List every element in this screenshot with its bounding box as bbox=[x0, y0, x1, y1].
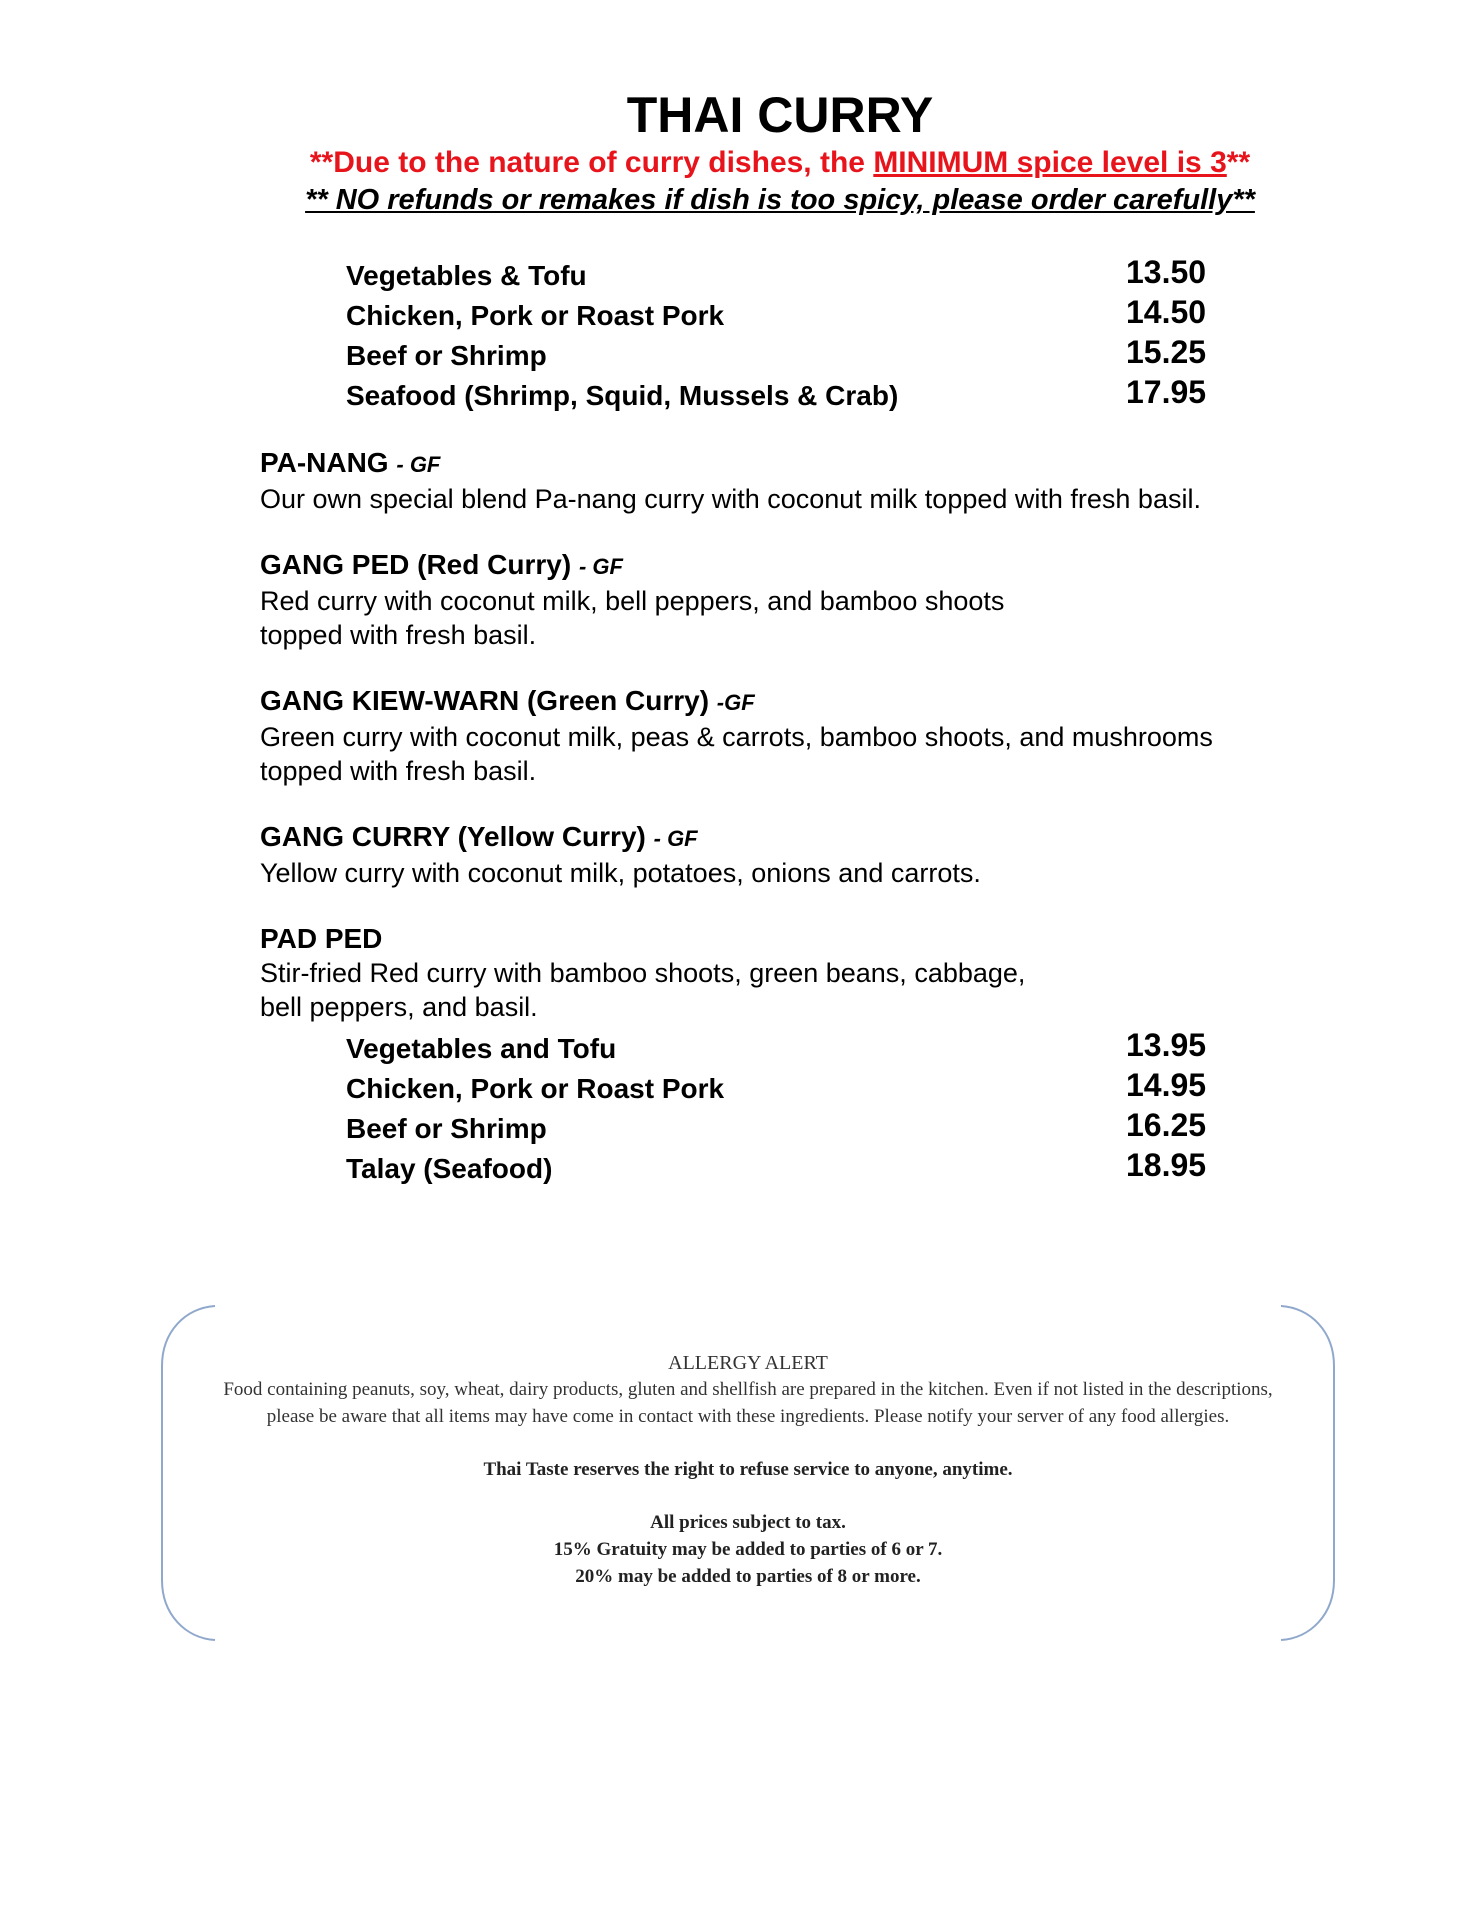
price-row bbox=[346, 253, 1206, 293]
menu-item-name: PA-NANG bbox=[260, 447, 397, 478]
allergy-alert-content bbox=[200, 1350, 1296, 1590]
price-row-price: 15.25 bbox=[1126, 334, 1207, 370]
price-row-price: 16.25 bbox=[1126, 1107, 1207, 1143]
price-row bbox=[346, 333, 1206, 373]
price-row-name: Vegetables & Tofu bbox=[346, 260, 587, 291]
price-row-name: Beef or Shrimp bbox=[346, 1113, 547, 1144]
menu-item-title bbox=[260, 446, 1360, 482]
menu-item-title bbox=[260, 820, 1360, 856]
menu-item-pad-ped bbox=[260, 922, 1360, 1024]
gratuity-notice-20: 20% may be added to parties of 8 or more. bbox=[575, 1566, 921, 1587]
refuse-service-notice: Thai Taste reserves the right to refuse service to anyone, anytime. bbox=[483, 1459, 1013, 1480]
allergy-alert-text: Food containing peanuts, soy, wheat, dairy products, gluten and shellfish are prepared in the kitchen. Even if not listed in the descriptions, please be aware that all items may have come in contact with these ingredients. Please notify your server of any food allergies. bbox=[223, 1379, 1273, 1427]
gluten-free-tag: - GF bbox=[578, 554, 623, 579]
price-row-name: Chicken, Pork or Roast Pork bbox=[346, 1073, 725, 1104]
price-row-price: 14.95 bbox=[1126, 1067, 1207, 1103]
refund-warning: ** NO refunds or remakes if dish is too spicy, please order carefully** bbox=[305, 184, 1255, 216]
price-row-price: 14.50 bbox=[1126, 294, 1207, 330]
price-row bbox=[346, 1026, 1206, 1066]
price-row bbox=[346, 1146, 1206, 1186]
price-row-price: 18.95 bbox=[1126, 1147, 1207, 1183]
tax-notice: All prices subject to tax. bbox=[650, 1512, 846, 1533]
price-row-name: Talay (Seafood) bbox=[346, 1153, 553, 1184]
menu-item-gang-curry bbox=[260, 820, 1360, 890]
price-row bbox=[346, 373, 1206, 413]
menu-item-pa-nang bbox=[260, 446, 1360, 516]
price-row-price: 13.50 bbox=[1126, 254, 1207, 290]
allergy-alert-box bbox=[160, 1304, 1336, 1642]
allergy-alert-title: ALLERGY ALERT bbox=[668, 1352, 828, 1374]
menu-item-name: PAD PED bbox=[260, 923, 383, 954]
spice-notice bbox=[0, 144, 1484, 182]
page-title: THAI CURRY bbox=[626, 87, 934, 143]
gluten-free-tag: - GF bbox=[396, 452, 441, 477]
menu-item-title bbox=[260, 684, 1360, 720]
menu-item-description: Stir-fried Red curry with bamboo shoots, green beans, cabbage, bell peppers, and basil. bbox=[260, 958, 1026, 1022]
price-row bbox=[346, 1066, 1206, 1106]
menu-item-name: GANG KIEW-WARN (Green Curry) bbox=[260, 685, 717, 716]
curry-price-table bbox=[346, 253, 1206, 413]
price-row-name: Chicken, Pork or Roast Pork bbox=[346, 300, 725, 331]
spice-notice-prefix: **Due to the nature of curry dishes, the bbox=[309, 146, 874, 179]
price-row-name: Vegetables and Tofu bbox=[346, 1033, 617, 1064]
price-row-price: 17.95 bbox=[1126, 374, 1207, 410]
price-row bbox=[346, 1106, 1206, 1146]
menu-item-description: Red curry with coconut milk, bell peppers, and bamboo shoots topped with fresh basil. bbox=[260, 586, 1005, 650]
spice-notice-suffix: ** bbox=[1226, 146, 1251, 179]
menu-item-gang-ped bbox=[260, 548, 1360, 652]
gluten-free-tag: -GF bbox=[716, 690, 755, 715]
menu-item-description: Green curry with coconut milk, peas & carrots, bamboo shoots, and mushrooms topped with fresh basil. bbox=[260, 722, 1213, 786]
menu-item-gang-kiew-warn bbox=[260, 684, 1360, 788]
menu-item-title bbox=[260, 548, 1360, 584]
gluten-free-tag: - GF bbox=[653, 826, 698, 851]
price-row-name: Beef or Shrimp bbox=[346, 340, 547, 371]
menu-item-title bbox=[260, 922, 1360, 956]
gratuity-notice-15: 15% Gratuity may be added to parties of 6 or 7. bbox=[553, 1539, 943, 1560]
pad-ped-price-table bbox=[346, 1026, 1206, 1186]
menu-item-description: Yellow curry with coconut milk, potatoes, onions and carrots. bbox=[260, 858, 981, 888]
price-row-price: 13.95 bbox=[1126, 1027, 1207, 1063]
menu-item-description: Our own special blend Pa-nang curry with coconut milk topped with fresh basil. bbox=[260, 484, 1201, 514]
price-row bbox=[346, 293, 1206, 333]
menu-item-name: GANG CURRY (Yellow Curry) bbox=[260, 821, 654, 852]
spice-notice-emphasis: MINIMUM spice level is 3 bbox=[873, 146, 1227, 179]
menu-item-name: GANG PED (Red Curry) bbox=[260, 549, 579, 580]
price-row-name: Seafood (Shrimp, Squid, Mussels & Crab) bbox=[346, 380, 899, 411]
